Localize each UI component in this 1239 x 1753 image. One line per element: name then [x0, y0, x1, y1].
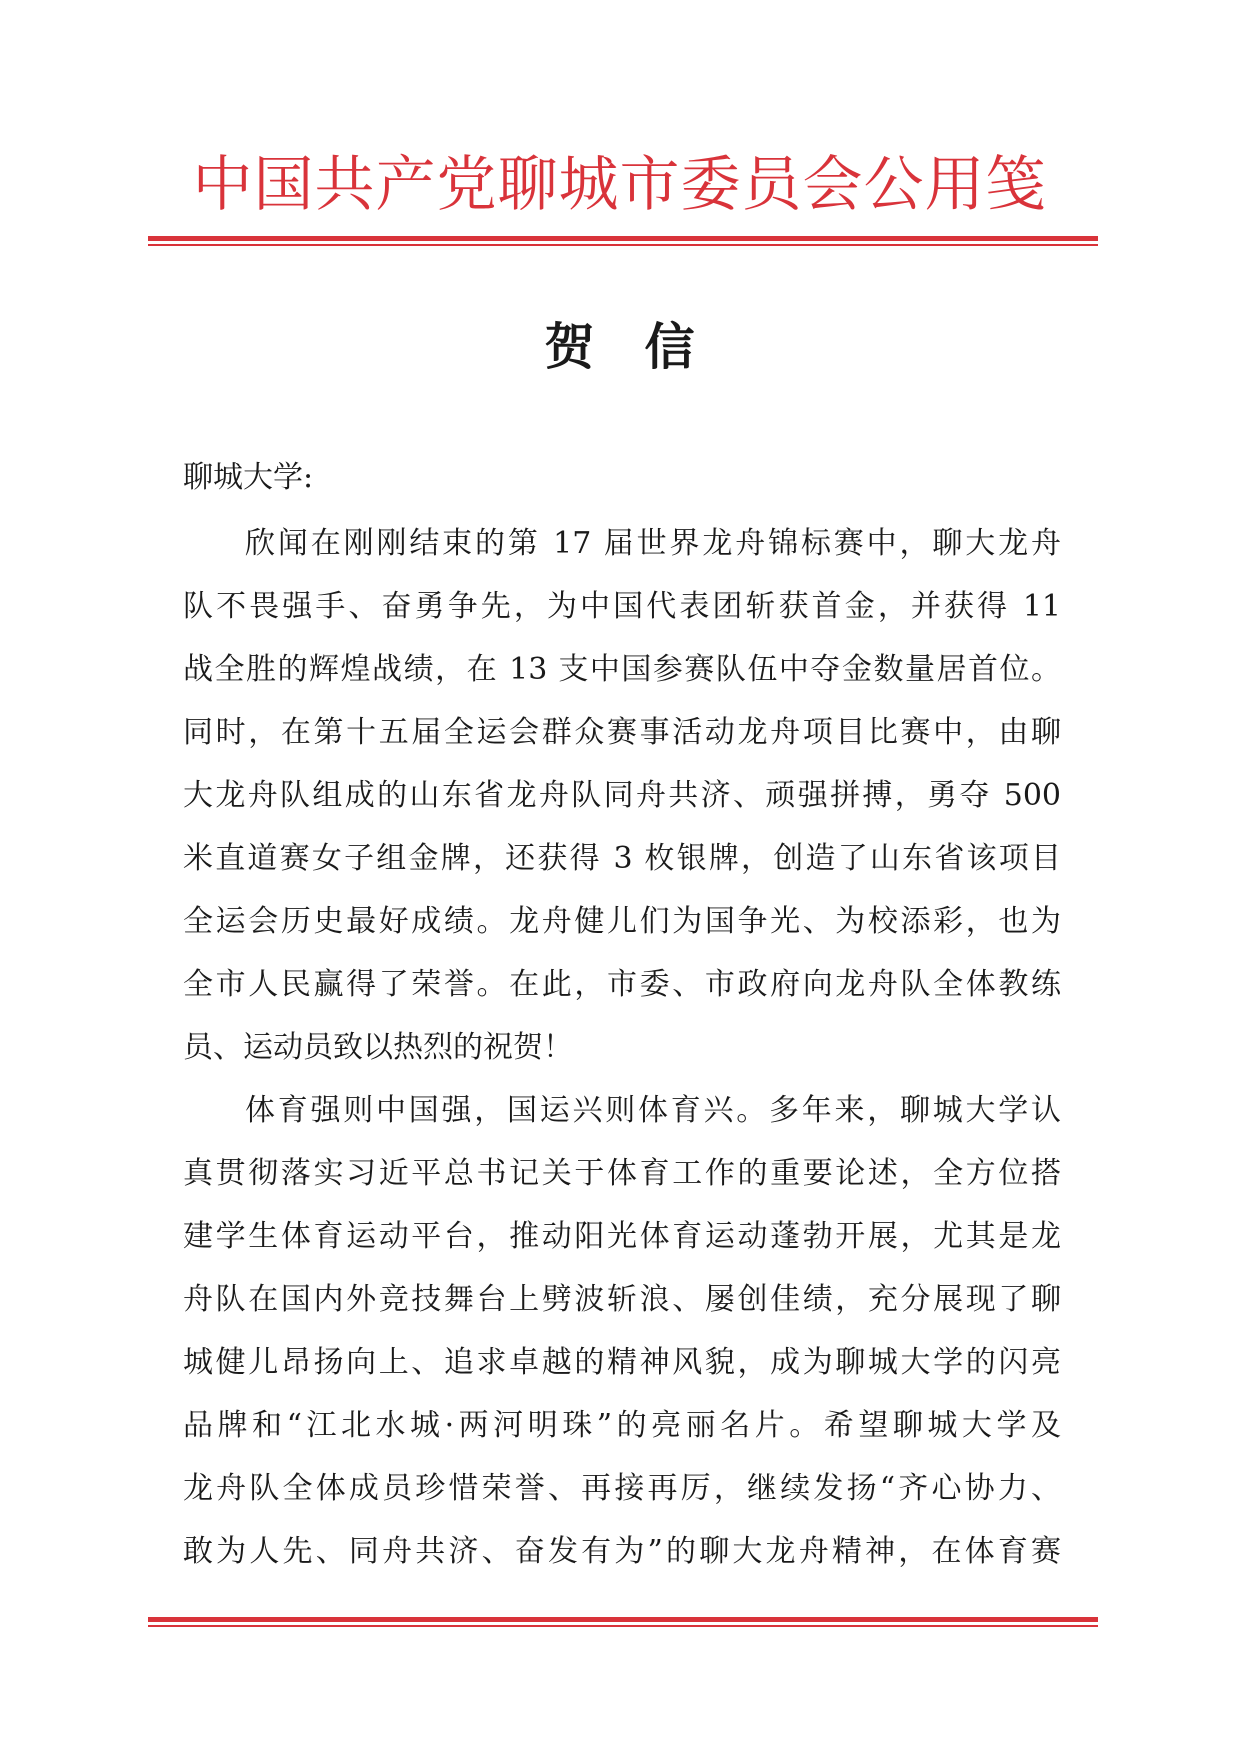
- body-line: 米直道赛女子组金牌，还获得 3 枚银牌，创造了山东省该项目: [183, 841, 1061, 876]
- letterhead-rule-bottom: [148, 1617, 1098, 1627]
- rule-thin-line: [148, 244, 1098, 246]
- body-line: 队不畏强手、奋勇争先，为中国代表团斩获首金，并获得 11: [183, 589, 1061, 624]
- rule-thin-line: [148, 1625, 1098, 1627]
- letter-title-char-1: 贺: [544, 317, 595, 376]
- letterhead-rule-top: [148, 236, 1098, 246]
- body-line: 战全胜的辉煌战绩，在 13 支中国参赛队伍中夺金数量居首位。: [183, 652, 1061, 687]
- body-line: 体育强则中国强，国运兴则体育兴。多年来，聊城大学认: [245, 1093, 1061, 1128]
- letter-title-char-2: 信: [644, 317, 695, 376]
- body-line: 龙舟队全体成员珍惜荣誉、再接再厉，继续发扬“齐心协力、: [183, 1471, 1061, 1506]
- salutation: 聊城大学:: [183, 460, 314, 495]
- letter-title: [0, 312, 1239, 382]
- body-line: 全市人民赢得了荣誉。在此，市委、市政府向龙舟队全体教练: [183, 967, 1061, 1002]
- body-line: 同时，在第十五届全运会群众赛事活动龙舟项目比赛中，由聊: [183, 715, 1061, 750]
- body-line: 全运会历史最好成绩。龙舟健儿们为国争光、为校添彩，也为: [183, 904, 1061, 939]
- body-line: 员、运动员致以热烈的祝贺！: [183, 1030, 573, 1065]
- rule-thick-line: [148, 1617, 1098, 1622]
- body-line: 真贯彻落实习近平总书记关于体育工作的重要论述，全方位搭: [183, 1156, 1061, 1191]
- body-line: 品牌和“江北水城·两河明珠”的亮丽名片。希望聊城大学及: [183, 1408, 1061, 1443]
- body-line: 建学生体育运动平台，推动阳光体育运动蓬勃开展，尤其是龙: [183, 1219, 1061, 1254]
- body-line: 舟队在国内外竞技舞台上劈波斩浪、屡创佳绩，充分展现了聊: [183, 1282, 1061, 1317]
- body-line: 欣闻在刚刚结束的第 17 届世界龙舟锦标赛中，聊大龙舟: [245, 526, 1061, 561]
- body-line: 大龙舟队组成的山东省龙舟队同舟共济、顽强拼搏，勇夺 500: [183, 778, 1061, 813]
- body-line: 城健儿昂扬向上、追求卓越的精神风貌，成为聊城大学的闪亮: [183, 1345, 1061, 1380]
- body-line: 敢为人先、同舟共济、奋发有为”的聊大龙舟精神，在体育赛: [183, 1534, 1061, 1569]
- rule-thick-line: [148, 236, 1098, 241]
- letterhead-title: 中国共产党聊城市委员会公用笺: [192, 150, 1047, 220]
- letter-body: [183, 512, 1061, 1583]
